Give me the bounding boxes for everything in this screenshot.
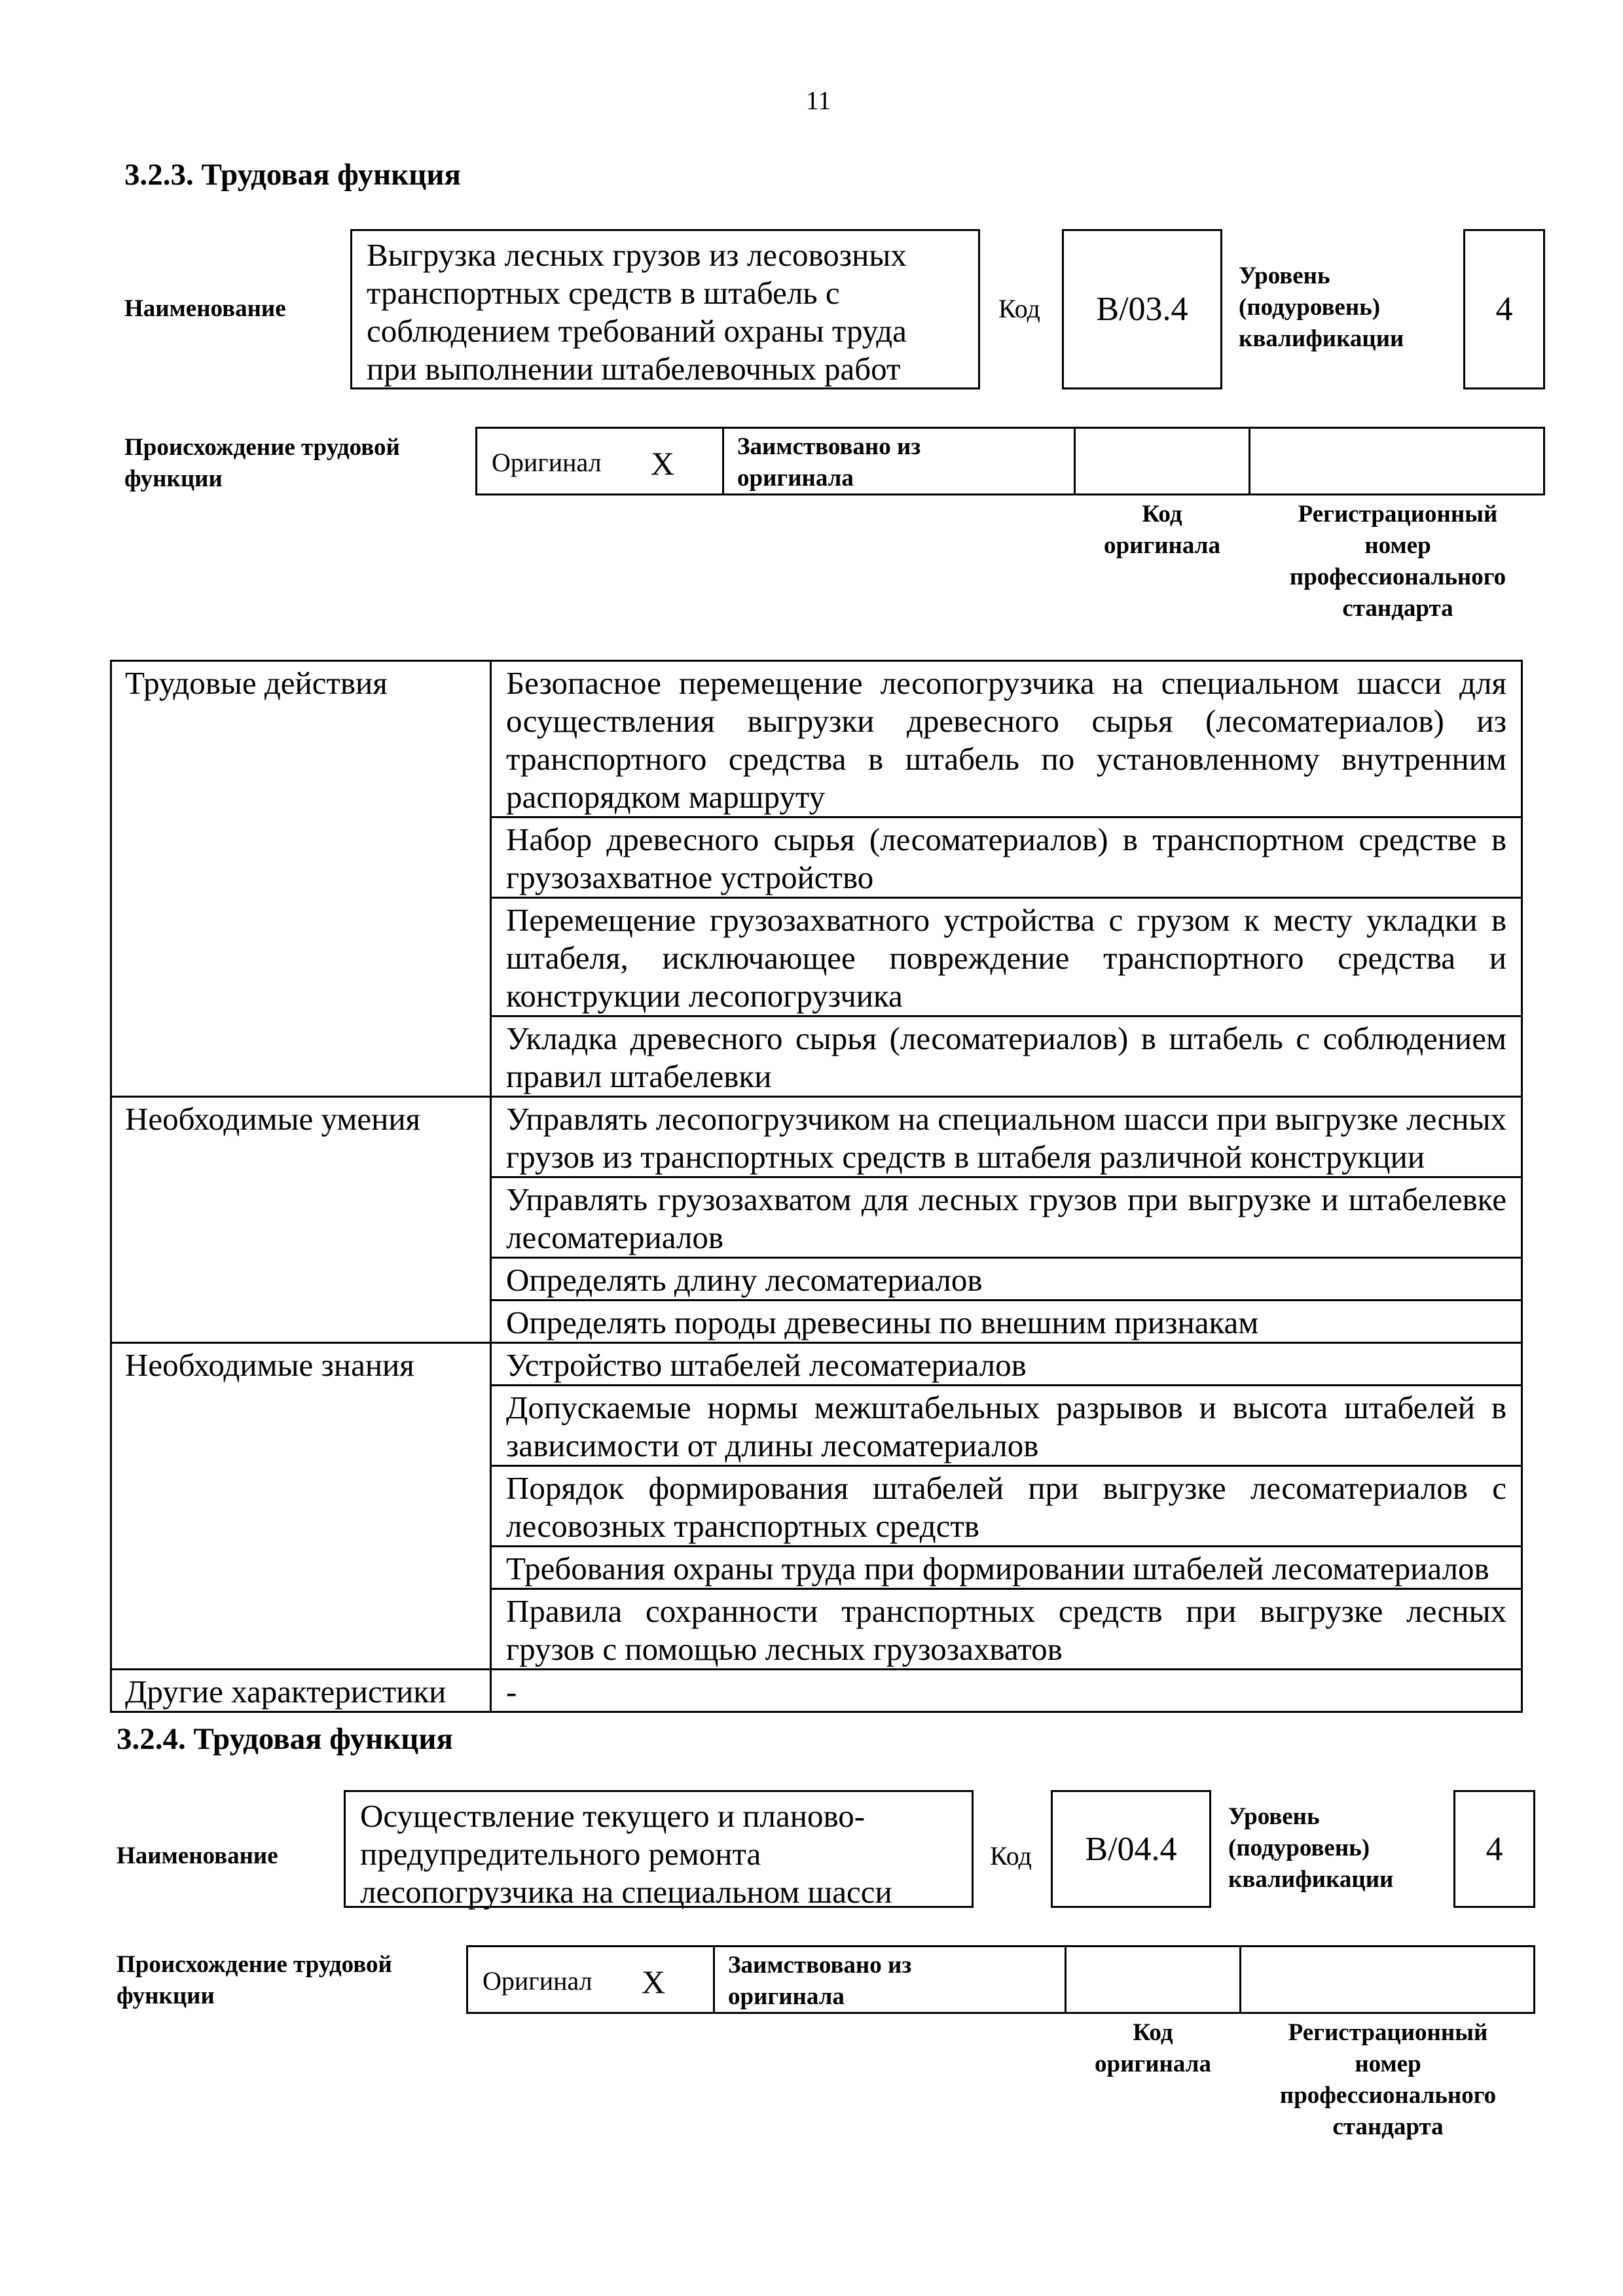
original-code-cell: [1074, 427, 1250, 495]
other-characteristics-label: Другие характеристики: [111, 1670, 491, 1712]
borrowed-label-2: Заимствовано из оригинала: [728, 1952, 912, 2010]
origin-borrowed-cell: [722, 427, 1076, 495]
registration-number-cell-2: [1239, 1945, 1535, 2014]
action-item: Набор древесного сырья (лесоматериалов) в транспортном средстве в грузозахватное устройство: [491, 817, 1522, 898]
knowledge-item: Устройство штабелей лесоматериалов: [491, 1343, 1522, 1386]
actions-label: Трудовые действия: [111, 661, 491, 1097]
table-row: [111, 1343, 1522, 1386]
registration-number-cell: [1249, 427, 1545, 495]
action-item: Укладка древесного сырья (лесоматериалов) в штабель с соблюдением правил штабелевки: [491, 1016, 1522, 1097]
original-label-2: Оригинал: [483, 1966, 593, 1996]
original-code-cell-2: [1065, 1945, 1241, 2014]
table-row: [111, 1097, 1522, 1177]
original-code-caption-2: Код оригинала: [1095, 2019, 1211, 2077]
action-item: Безопасное перемещение лесопогрузчика на специальном шасси для осуществления выгрузки древесного сырья (лесоматериалов) из транспортного средства в штабель по установленному внутренним распорядком маршруту: [491, 661, 1522, 817]
table-row: [111, 1670, 1522, 1712]
code-label-2: Код: [990, 1841, 1032, 1871]
skill-item: Управлять лесопогрузчиком на специальном шасси при выгрузке лесных грузов из транспортных средств в штабеля различной конструкции: [491, 1097, 1522, 1177]
origin-original-cell-2: [466, 1945, 715, 2014]
registration-number-caption: Регистрационный номер профессионального стандарта: [1289, 501, 1506, 622]
knowledge-item: Правила сохранности транспортных средств при выгрузке лесных грузов с помощью лесных грузозахватов: [491, 1589, 1522, 1670]
original-label: Оригинал: [492, 448, 602, 477]
name-label-2: Наименование: [117, 1842, 278, 1869]
origin-original-cell: [475, 427, 724, 495]
registration-number-caption-2: Регистрационный номер профессионального стандарта: [1279, 2019, 1497, 2140]
skill-item: Определять породы древесины по внешним признакам: [491, 1300, 1522, 1343]
knowledge-item: Требования охраны труда при формировании штабелей лесоматериалов: [491, 1547, 1522, 1589]
table-row: [111, 661, 1522, 817]
code-label: Код: [998, 294, 1040, 323]
other-characteristics-value: -: [491, 1670, 1522, 1712]
original-x-mark-2: X: [642, 1964, 666, 2000]
action-item: Перемещение грузозахватного устройства с грузом к месту укладки в штабеля, исключающее повреждение транспортного средства и конструкции лесопогрузчика: [491, 898, 1522, 1016]
function-name-box-2: Осуществление текущего и планово-предупредительного ремонта лесопогрузчика на специальном шасси: [344, 1790, 974, 1908]
knowledge-item: Допускаемые нормы межштабельных разрывов и высота штабелей в зависимости от длины лесоматериалов: [491, 1386, 1522, 1466]
original-x-mark: X: [651, 445, 675, 482]
name-label: Наименование: [124, 295, 286, 322]
function-name-box: Выгрузка лесных грузов из лесовозных транспортных средств в штабель с соблюдением требований охраны труда при выполнении штабелевочных работ: [350, 229, 980, 389]
origin-label: Происхождение трудовой функции: [124, 434, 400, 492]
borrowed-label: Заимствовано из оригинала: [737, 433, 921, 492]
qualification-level-box-2: 4: [1453, 1790, 1535, 1908]
section-title-3-2-4: 3.2.4. Трудовая функция: [117, 1722, 453, 1756]
origin-label-2: Происхождение трудовой функции: [117, 1951, 392, 2009]
original-code-caption: Код оригинала: [1104, 501, 1220, 559]
skill-item: Управлять грузозахватом для лесных грузов при выгрузке и штабелевке лесоматериалов: [491, 1177, 1522, 1258]
qualification-level-label-2: Уровень (подуровень) квалификации: [1228, 1803, 1394, 1893]
function-details-table: [110, 660, 1523, 1713]
qualification-level-label: Уровень (подуровень) квалификации: [1239, 262, 1404, 352]
function-code-box: B/03.4: [1062, 229, 1222, 389]
origin-borrowed-cell-2: [713, 1945, 1067, 2014]
section-title-3-2-3: 3.2.3. Трудовая функция: [124, 158, 461, 192]
page-number: 11: [805, 86, 831, 115]
function-code-box-2: B/04.4: [1051, 1790, 1211, 1908]
skill-item: Определять длину лесоматериалов: [491, 1258, 1522, 1300]
qualification-level-box: 4: [1463, 229, 1545, 389]
knowledge-item: Порядок формирования штабелей при выгрузке лесоматериалов с лесовозных транспортных средств: [491, 1466, 1522, 1547]
skills-label: Необходимые умения: [111, 1097, 491, 1343]
knowledge-label: Необходимые знания: [111, 1343, 491, 1670]
